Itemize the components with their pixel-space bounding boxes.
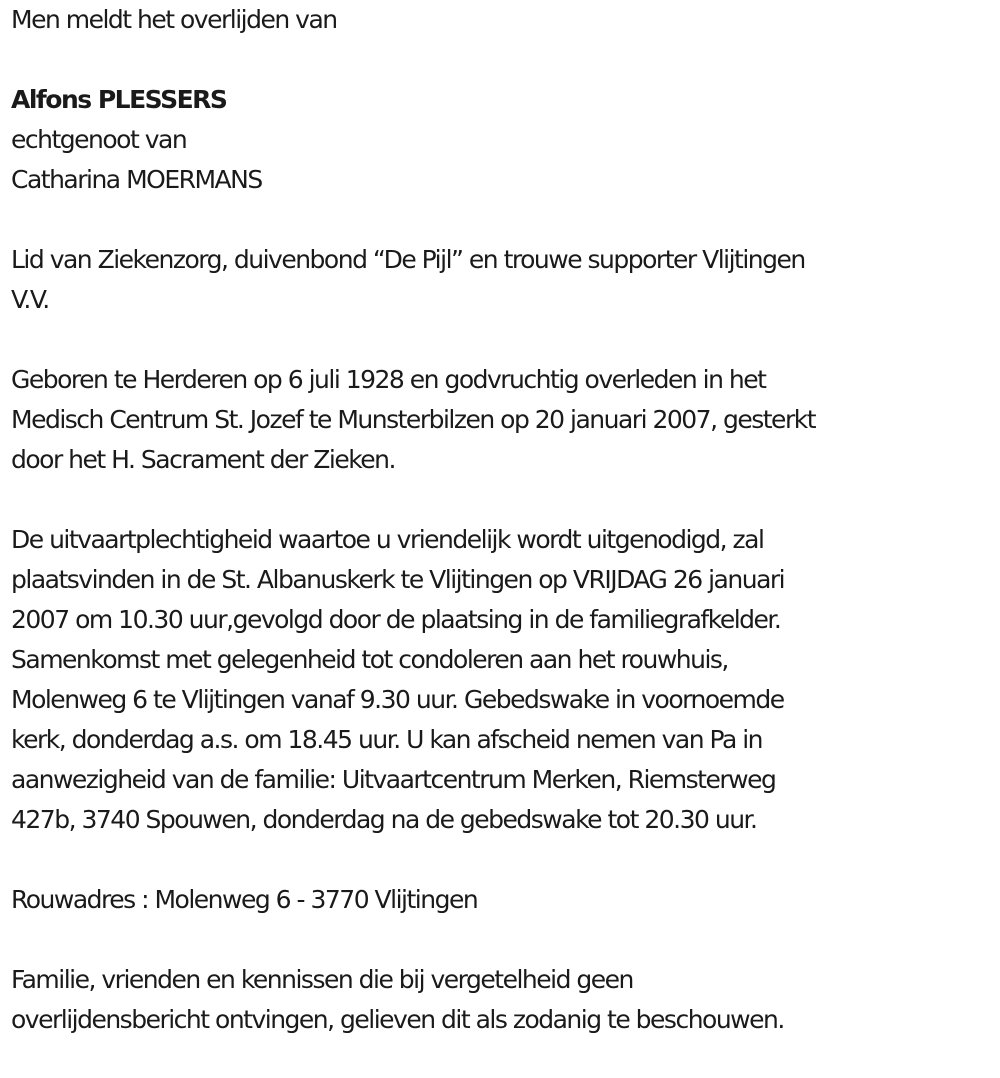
- paragraph-line: aanwezigheid van de familie: Uitvaartcentrum Merken, Riemsterweg: [11, 765, 776, 794]
- address-text: Rouwadres : Molenweg 6 - 3770 Vlijtingen: [11, 885, 478, 914]
- paragraph-line: De uitvaartplechtigheid waartoe u vriendelijk wordt uitgenodigd, zal: [11, 525, 764, 554]
- spacer: [11, 200, 991, 240]
- paragraph-line: Samenkomst met gelegenheid tot condoleren aan het rouwhuis,: [11, 645, 728, 674]
- spouse-name: Catharina MOERMANS: [11, 165, 262, 194]
- paragraph-line: plaatsvinden in de St. Albanuskerk te Vlijtingen op VRIJDAG 26 januari: [11, 565, 785, 594]
- membership-paragraph: [11, 240, 991, 320]
- paragraph-line: Molenweg 6 te Vlijtingen vanaf 9.30 uur. Gebedswake in voornoemde: [11, 685, 784, 714]
- spacer: [11, 40, 991, 80]
- paragraph-line: Geboren te Herderen op 6 juli 1928 en godvruchtig overleden in het: [11, 365, 766, 394]
- spacer: [11, 920, 991, 960]
- paragraph-line: kerk, donderdag a.s. om 18.45 uur. U kan afscheid nemen van Pa in: [11, 725, 763, 754]
- spacer: [11, 320, 991, 360]
- paragraph-line: overlijdensbericht ontvingen, gelieven dit als zodanig te beschouwen.: [11, 1005, 784, 1034]
- relation-text: echtgenoot van: [11, 125, 187, 154]
- obituary-notice: [11, 0, 991, 1040]
- deceased-name: Alfons PLESSERS: [11, 85, 227, 114]
- paragraph-line: door het H. Sacrament der Zieken.: [11, 445, 395, 474]
- paragraph-line: V.V.: [11, 285, 49, 314]
- funeral-paragraph: [11, 520, 991, 840]
- spacer: [11, 480, 991, 520]
- paragraph-line: 427b, 3740 Spouwen, donderdag na de gebedswake tot 20.30 uur.: [11, 805, 757, 834]
- paragraph-line: Lid van Ziekenzorg, duivenbond “De Pijl” en trouwe supporter Vlijtingen: [11, 245, 805, 274]
- paragraph-line: 2007 om 10.30 uur,gevolgd door de plaatsing in de familiegrafkelder.: [11, 605, 781, 634]
- closing-paragraph: [11, 960, 991, 1040]
- birth-death-paragraph: [11, 360, 991, 480]
- spacer: [11, 840, 991, 880]
- intro-text: Men meldt het overlijden van: [11, 5, 337, 34]
- paragraph-line: Familie, vrienden en kennissen die bij vergetelheid geen: [11, 965, 633, 994]
- paragraph-line: Medisch Centrum St. Jozef te Munsterbilzen op 20 januari 2007, gesterkt: [11, 405, 815, 434]
